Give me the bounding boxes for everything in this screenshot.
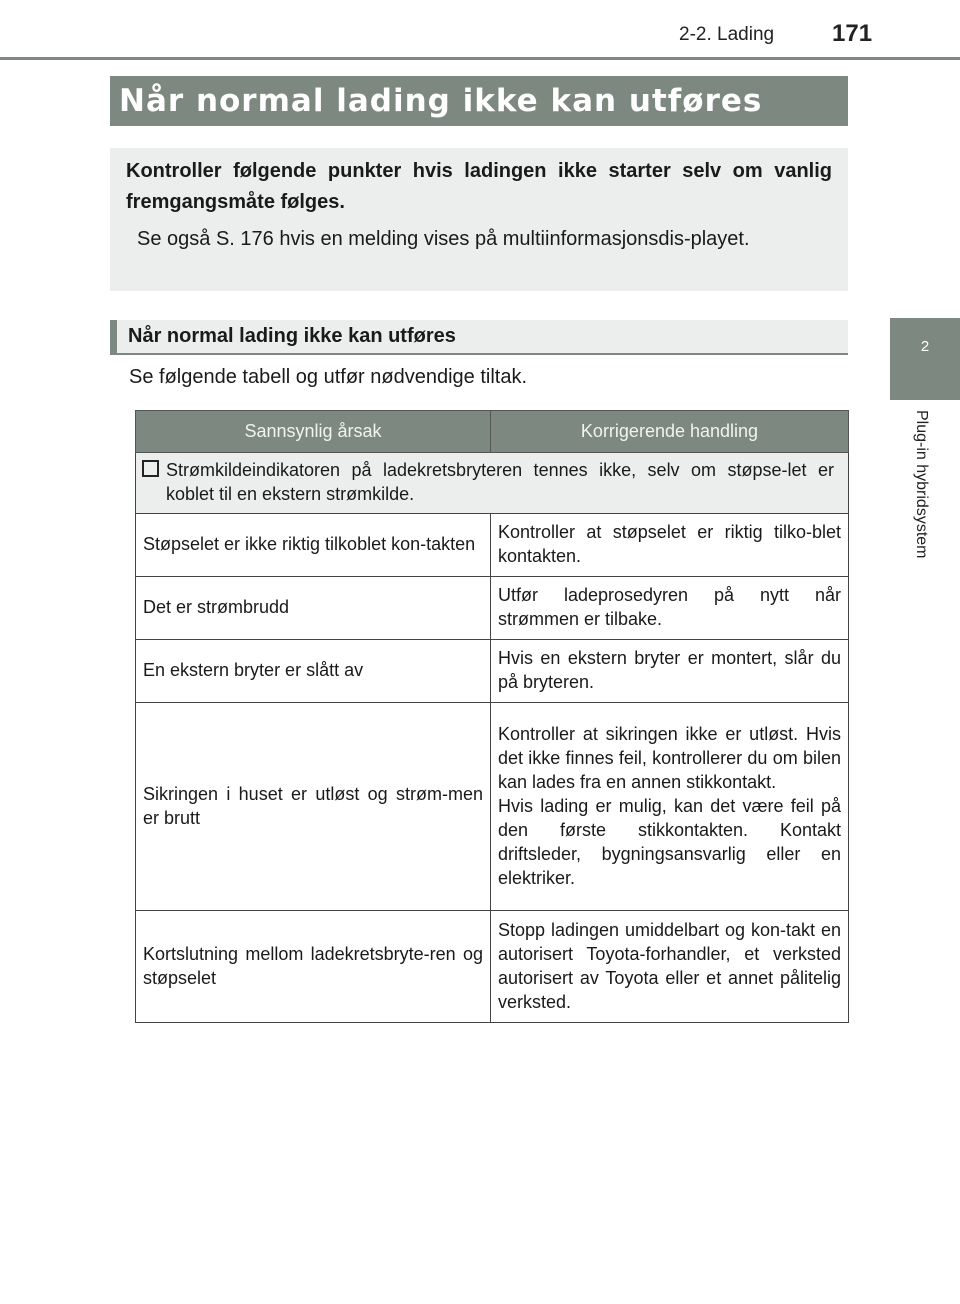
table-row [136, 577, 849, 640]
checkbox-icon [142, 460, 159, 477]
action-text-continued: Hvis lading er mulig, kan det være feil på den første stikkontakten. Kontakt driftsleder, bygningsansvarlig eller en elektriker. [498, 795, 841, 888]
chapter-tab [890, 318, 960, 400]
cause-cell: Det er strømbrudd [136, 577, 491, 640]
intro-paragraph: Se følgende tabell og utfør nødvendige tiltak. [129, 366, 528, 388]
chapter-number: 2 [920, 338, 930, 355]
cause-cell: En ekstern bryter er slått av [136, 640, 491, 703]
subsection-heading: Når normal lading ikke kan utføres [110, 320, 848, 355]
table-row [136, 640, 849, 703]
page-heading: Når normal lading ikke kan utføres [110, 76, 848, 126]
symptom-row [136, 453, 849, 514]
header-divider [0, 57, 960, 60]
action-cell: Hvis en ekstern bryter er montert, slår du på bryteren. [491, 640, 849, 703]
cause-cell: Sikringen i huset er utløst og strøm-men er brutt [136, 703, 491, 911]
table-row [136, 514, 849, 577]
action-cell: Stopp ladingen umiddelbart og kon-takt en autorisert Toyota-forhandler, et verksted autorisert av Toyota eller et annet pålitelig verksted. [491, 911, 849, 1023]
info-box-lead: Kontroller følgende punkter hvis ladingen ikke starter selv om vanlig fremgangsmåte følges. [126, 160, 832, 213]
column-header-action: Korrigerende handling [491, 411, 849, 453]
action-cell: Utfør ladeprosedyren på nytt når strømmen er tilbake. [491, 577, 849, 640]
cause-cell: Støpselet er ikke riktig tilkoblet kon-takten [136, 514, 491, 577]
action-text: Kontroller at sikringen ikke er utløst. Hvis det ikke finnes feil, kontrollerer du om bilen kan lades fra en annen stikkontakt. [498, 723, 841, 792]
section-title: 2-2. Lading [679, 24, 775, 45]
table-row [136, 911, 849, 1023]
symptom-cell [136, 453, 849, 514]
symptom-text: Strømkildeindikatoren på ladekretsbryteren tennes ikke, selv om støpse-let er koblet til en ekstern strømkilde. [166, 460, 834, 504]
cause-cell: Kortslutning mellom ladekretsbryte-ren og støpselet [136, 911, 491, 1023]
chapter-label: Plug-in hybridsystem [913, 410, 930, 559]
action-cell: Kontroller at støpselet er riktig tilko-blet kontakten. [491, 514, 849, 577]
column-header-cause: Sannsynlig årsak [136, 411, 491, 453]
info-box [110, 148, 848, 291]
troubleshooting-table [135, 410, 849, 1023]
table-header-row [136, 411, 849, 453]
info-box-reference: Se også S. 176 hvis en melding vises på multiinformasjonsdis-playet. [137, 228, 750, 250]
page-number: 171 [832, 20, 873, 47]
table-row [136, 703, 849, 911]
action-cell [491, 703, 849, 911]
